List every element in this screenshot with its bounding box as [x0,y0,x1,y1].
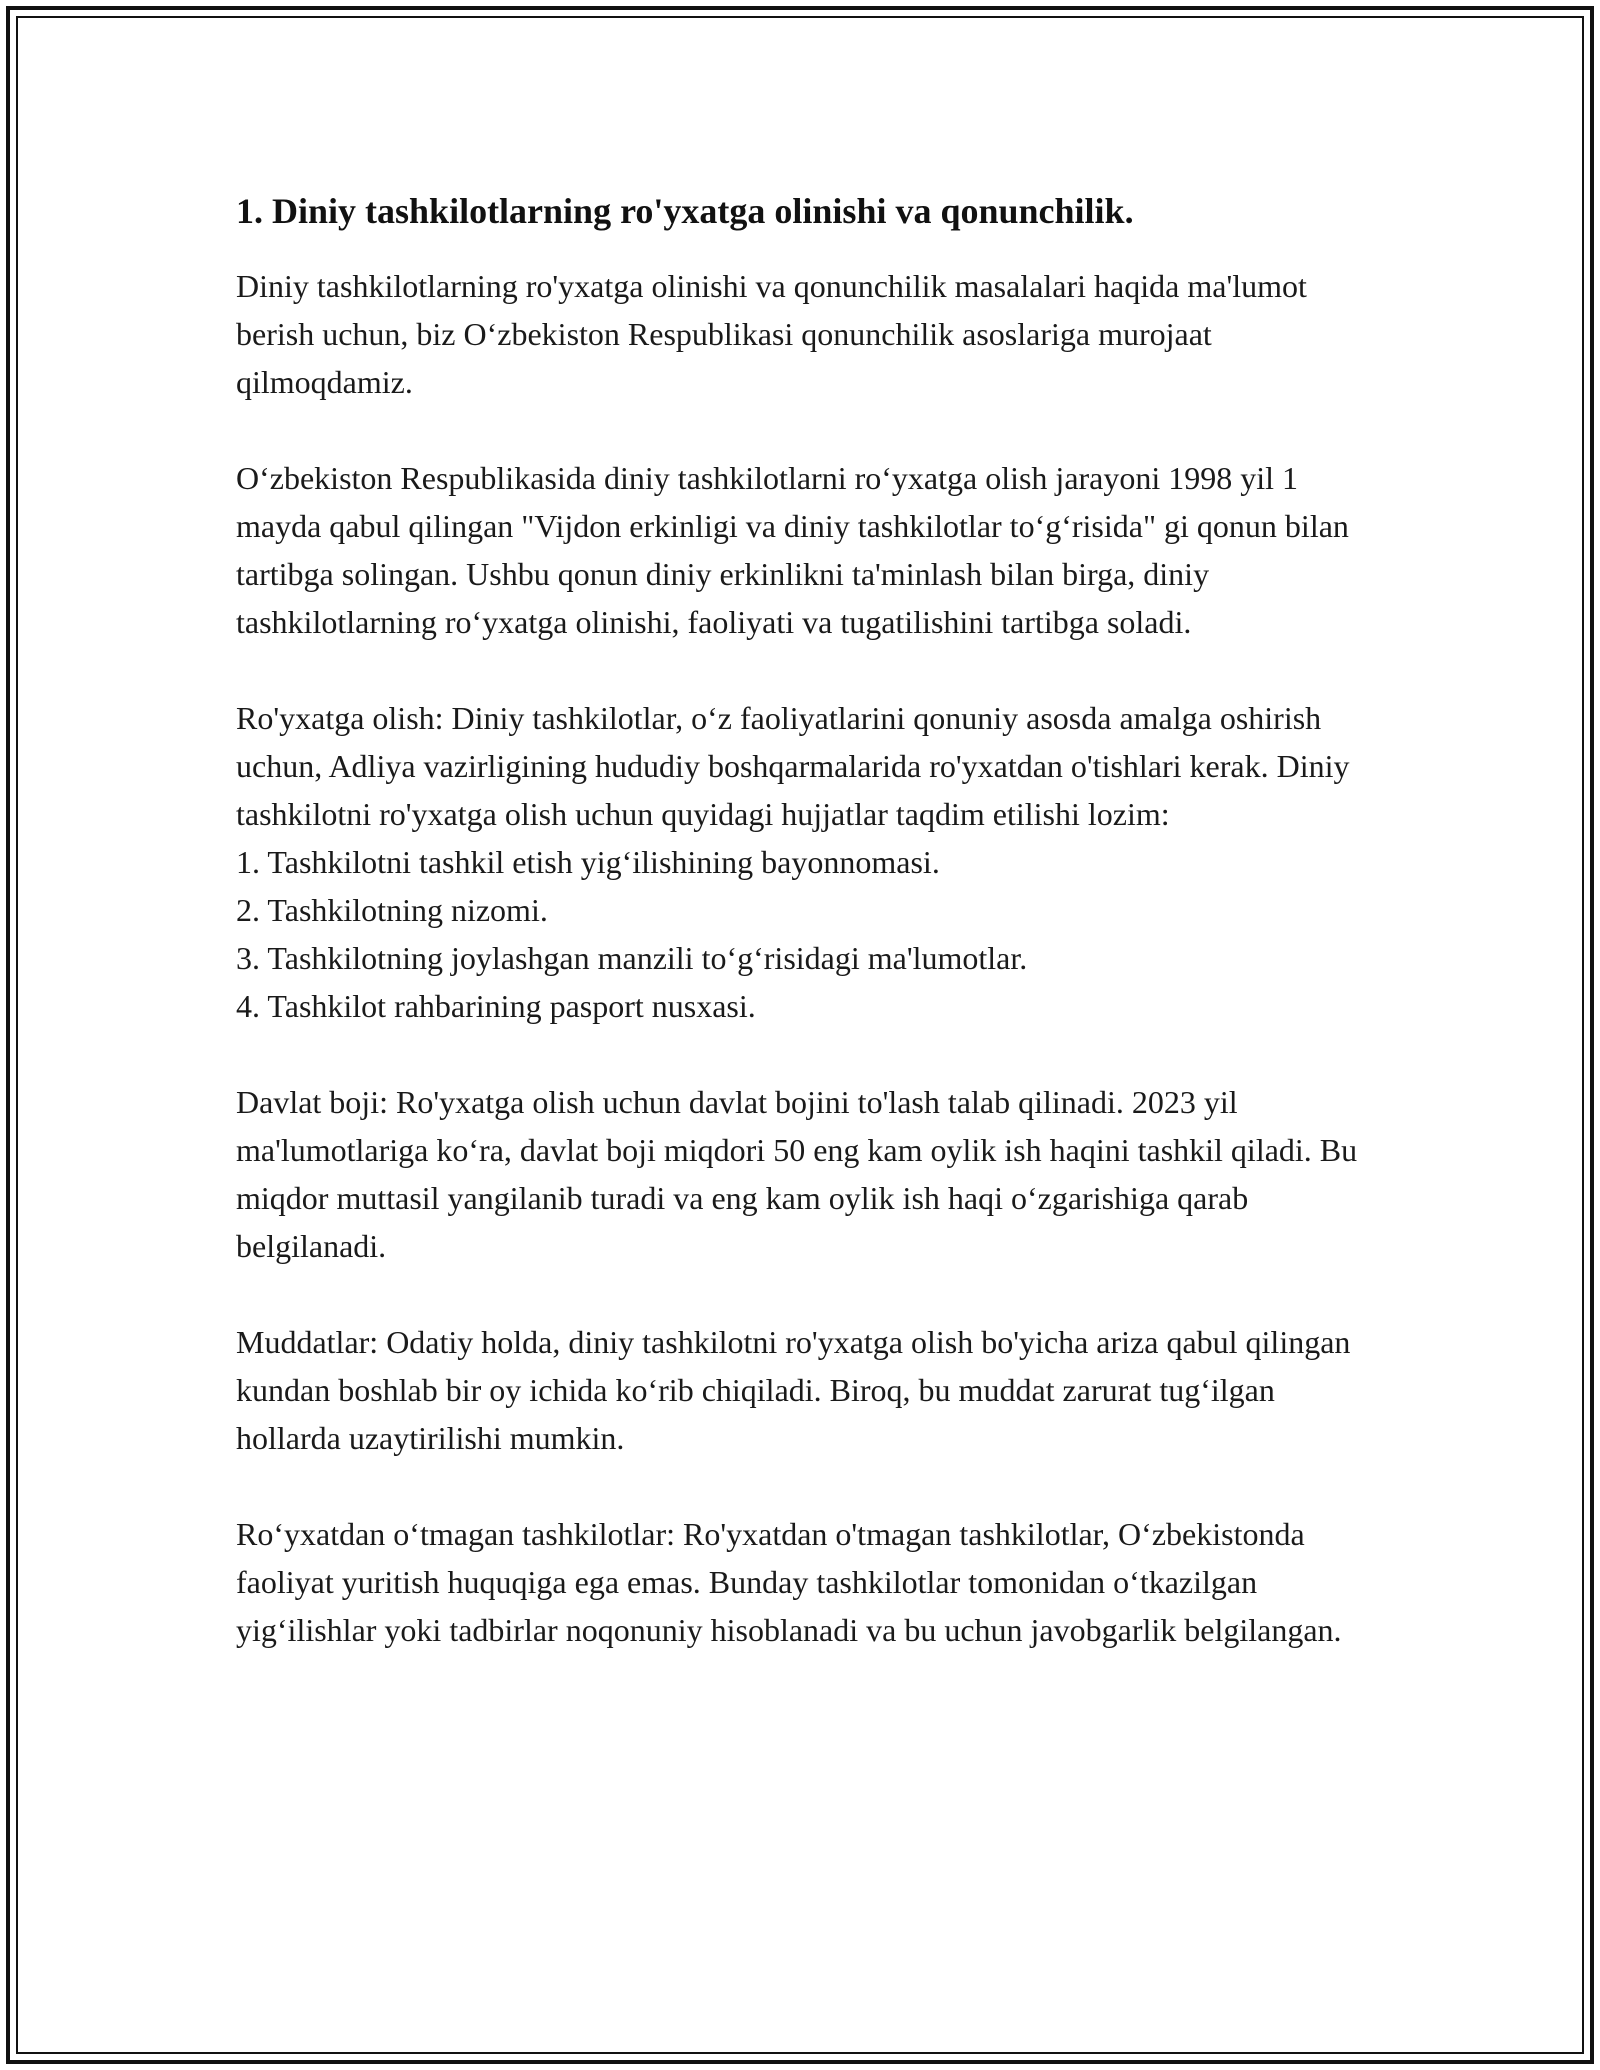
document-list-item: 2. Tashkilotning nizomi. [236,892,548,928]
document-body [236,188,1386,1702]
document-list-item: 1. Tashkilotni tashkil etish yig‘ilishining bayonnomasi. [236,844,940,880]
deadlines-paragraph: Muddatlar: Odatiy holda, diniy tashkilotni ro'yxatga olish bo'yicha ariza qabul qilingan kundan boshlab bir oy ichida ko‘rib chiqiladi. Biroq, bu muddat zarurat tug‘ilgan hollarda uzaytirilishi mumkin. [236,1324,1351,1456]
law-paragraph: O‘zbekiston Respublikasida diniy tashkilotlarni ro‘yxatga olish jarayoni 1998 yil 1 mayda qabul qilingan "Vijdon erkinligi va diniy tashkilotlar to‘g‘risida" gi qonun bilan tartibga solingan. Ushbu qonun diniy erkinlikni ta'minlash bilan birga, diniy tashkilotlarning ro‘yxatga olinishi, faoliyati va tugatilishini tartibga soladi. [236,460,1349,640]
registration-paragraph: Ro'yxatga olish: Diniy tashkilotlar, o‘z faoliyatlarini qonuniy asosda amalga oshirish uchun, Adliya vazirligining hududiy boshqarmalarida ro'yxatdan o'tishlari kerak. Diniy tashkilotni ro'yxatga olish uchun quyidagi hujjatlar taqdim etilishi lozim: [236,700,1350,832]
document-list-item: 3. Tashkilotning joylashgan manzili to‘g‘risidagi ma'lumotlar. [236,940,1028,976]
section-title: 1. Diniy tashkilotlarning ro'yxatga olinishi va qonunchilik. [236,191,1134,231]
registration-section [236,694,1386,1030]
intro-paragraph: Diniy tashkilotlarning ro'yxatga olinishi va qonunchilik masalalari haqida ma'lumot berish uchun, biz O‘zbekiston Respublikasi qonunchilik asoslariga murojaat qilmoqdamiz. [236,268,1307,400]
state-fee-paragraph: Davlat boji: Ro'yxatga olish uchun davlat bojini to'lash talab qilinadi. 2023 yil ma'lumotlariga ko‘ra, davlat boji miqdori 50 eng kam oylik ish haqini tashkil qiladi. Bu miqdor muttasil yangilanib turadi va eng kam oylik ish haqi o‘zgarishiga qarab belgilanadi. [236,1084,1358,1264]
unregistered-paragraph: Ro‘yxatdan o‘tmagan tashkilotlar: Ro'yxatdan o'tmagan tashkilotlar, O‘zbekistonda faoliyat yuritish huquqiga ega emas. Bunday tashkilotlar tomonidan o‘tkazilgan yig‘ilishlar yoki tadbirlar noqonuniy hisoblanadi va bu uchun javobgarlik belgilangan. [236,1516,1342,1648]
document-list-item: 4. Tashkilot rahbarining pasport nusxasi. [236,988,756,1024]
